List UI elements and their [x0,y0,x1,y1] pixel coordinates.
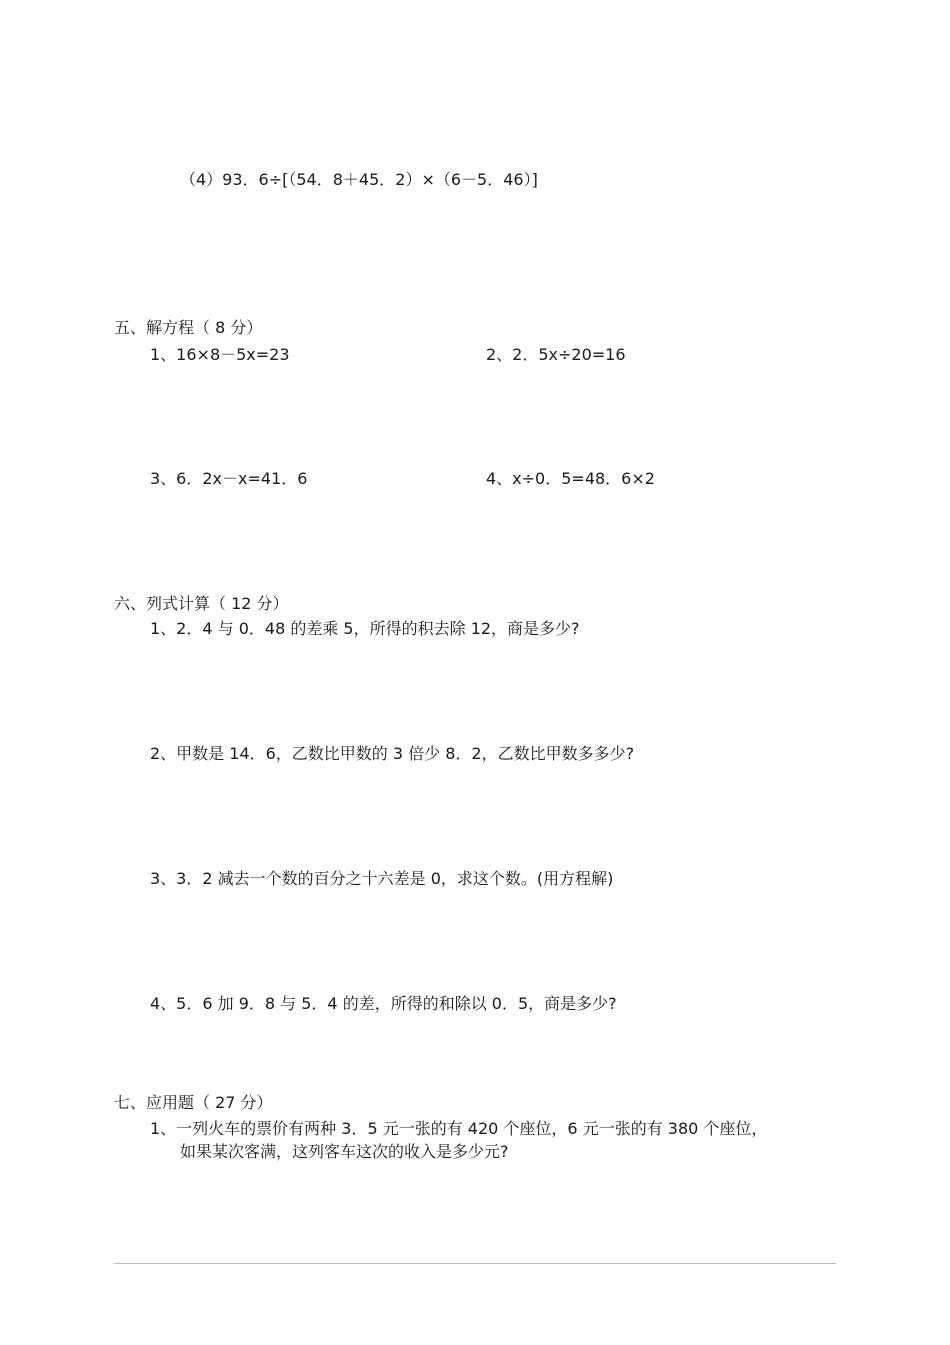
section-5-heading: 五、解方程（ 8 分） [114,318,263,337]
word-problem-1-line-2: 如果某次客满，这列客车这次的收入是多少元? [180,1142,509,1161]
section-7-heading: 七、应用题（ 27 分） [114,1093,273,1112]
word-problem-1-line-1: 1、一列火车的票价有两种 3．5 元一张的有 420 个座位，6 元一张的有 380 个座位， [150,1119,768,1138]
page-bottom-divider [114,1263,836,1264]
section-6-heading: 六、列式计算（ 12 分） [114,594,289,613]
equation-3: 3、6．2x－x=41．6 [150,469,308,488]
equation-1: 1、16×8－5x=23 [150,345,290,364]
calc-question-4: 4、5．6 加 9．8 与 5．4 的差，所得的和除以 0．5，商是多少? [150,994,617,1013]
equation-4: 4、x÷0．5=48．6×2 [486,469,655,488]
calc-question-2: 2、甲数是 14．6，乙数比甲数的 3 倍少 8．2，乙数比甲数多多少? [150,744,635,763]
problem-4-4: （4）93．6÷[（54．8＋45．2）×（6－5．46）] [180,170,538,189]
calc-question-1: 1、2．4 与 0．48 的差乘 5，所得的积去除 12，商是多少? [150,619,580,638]
equation-2: 2、2．5x÷20=16 [486,345,626,364]
calc-question-3: 3、3．2 减去一个数的百分之十六差是 0，求这个数。(用方程解) [150,869,614,888]
